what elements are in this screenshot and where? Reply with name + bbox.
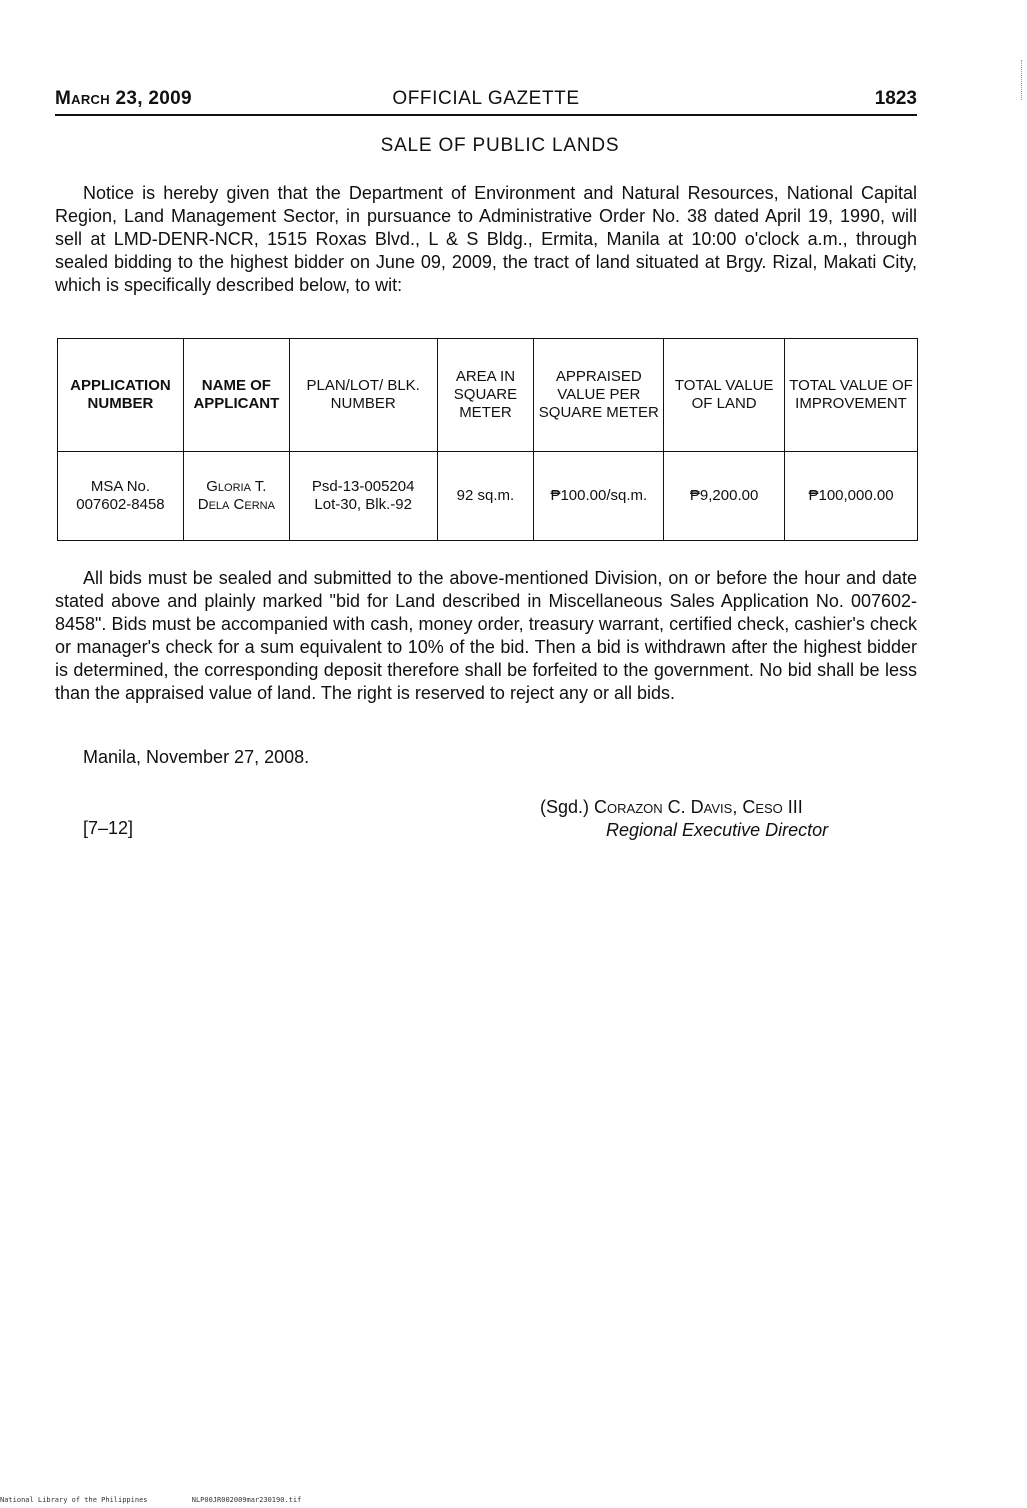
scan-edge-mark bbox=[1021, 60, 1023, 100]
application-line2: 007602-8458 bbox=[76, 496, 165, 513]
table-row bbox=[58, 452, 918, 541]
land-table bbox=[57, 338, 918, 541]
plan-line2: Lot-30, Blk.-92 bbox=[314, 496, 412, 513]
notice-paragraph: Notice is hereby given that the Department of Environment and Natural Resources, National Capital Region, Land Management Sector, in pursuance to Administrative Order No. 38 dated April 19, 1990, will sell at LMD-DENR-NCR, 1515 Roxas Blvd., L & S Bldg., Ermita, Manila at 10:00 o'clock a.m., through sealed bidding to the highest bidder on June 09, 2009, the tract of land situated at Brgy. Rizal, Makati City, which is specifically described below, to wit: bbox=[55, 183, 917, 295]
header-area: AREA IN SQUARE METER bbox=[437, 339, 534, 452]
header-plan-lot-blk: PLAN/LOT/ BLK. NUMBER bbox=[289, 339, 437, 452]
cell-area: 92 sq.m. bbox=[437, 452, 534, 541]
place-date: Manila, November 27, 2008. bbox=[83, 747, 310, 767]
header-application-number: APPLICATION NUMBER bbox=[58, 339, 184, 452]
bids-paragraph: All bids must be sealed and submitted to the above-mentioned Division, on or before the hour and date stated above and plainly marked "bid for Land described in Miscellaneous Sales Application No. 007602-8458". Bids must be accompanied with cash, money order, treasury warrant, certified check, cashier's check or manager's check for a sum equivalent to 10% of the bid. Then a bid is withdrawn after the highest bidder is determined, the corresponding deposit therefore shall be forfeited to the government. No bid shall be less than the appraised value of land. The right is reserved to reject any or all bids. bbox=[55, 568, 917, 703]
signatory-title: Regional Executive Director bbox=[606, 820, 829, 840]
header-total-land: TOTAL VALUE OF LAND bbox=[664, 339, 785, 452]
signatory-name: Corazon C. Davis, Ceso III bbox=[594, 797, 803, 817]
reference-number: [7–12] bbox=[83, 818, 134, 838]
header-page-number: 1823 bbox=[874, 88, 917, 109]
cell-total-land: ₱9,200.00 bbox=[664, 452, 785, 541]
scan-footer bbox=[0, 1496, 341, 1504]
applicant-line1: Gloria T. bbox=[206, 478, 267, 495]
signatory-prefix: (Sgd.) bbox=[540, 797, 590, 817]
cell-application-number bbox=[58, 452, 184, 541]
cell-plan-lot-blk bbox=[289, 452, 437, 541]
application-line1: MSA No. bbox=[90, 478, 151, 495]
footer-library: National Library of the Philippines bbox=[0, 1496, 148, 1504]
footer-file: NLP00JR002009mar230190.tif bbox=[191, 1496, 302, 1504]
plan-line1: Psd-13-005204 bbox=[311, 478, 415, 495]
page-header bbox=[55, 86, 917, 116]
signatory-block bbox=[540, 796, 803, 819]
applicant-line2: Dela Cerna bbox=[197, 496, 275, 513]
table-header-row bbox=[58, 339, 918, 452]
header-appraised-value: APPRAISED VALUE PER SQUARE METER bbox=[534, 339, 664, 452]
header-publication: OFFICIAL GAZETTE bbox=[392, 88, 580, 109]
header-name-of-applicant: NAME OF APPLICANT bbox=[183, 339, 289, 452]
header-date: March 23, 2009 bbox=[55, 88, 192, 109]
cell-applicant bbox=[183, 452, 289, 541]
cell-appraised-value: ₱100.00/sq.m. bbox=[534, 452, 664, 541]
header-total-improvement: TOTAL VALUE OF IMPROVEMENT bbox=[785, 339, 918, 452]
cell-total-improvement: ₱100,000.00 bbox=[785, 452, 918, 541]
section-title: SALE OF PUBLIC LANDS bbox=[380, 135, 620, 156]
